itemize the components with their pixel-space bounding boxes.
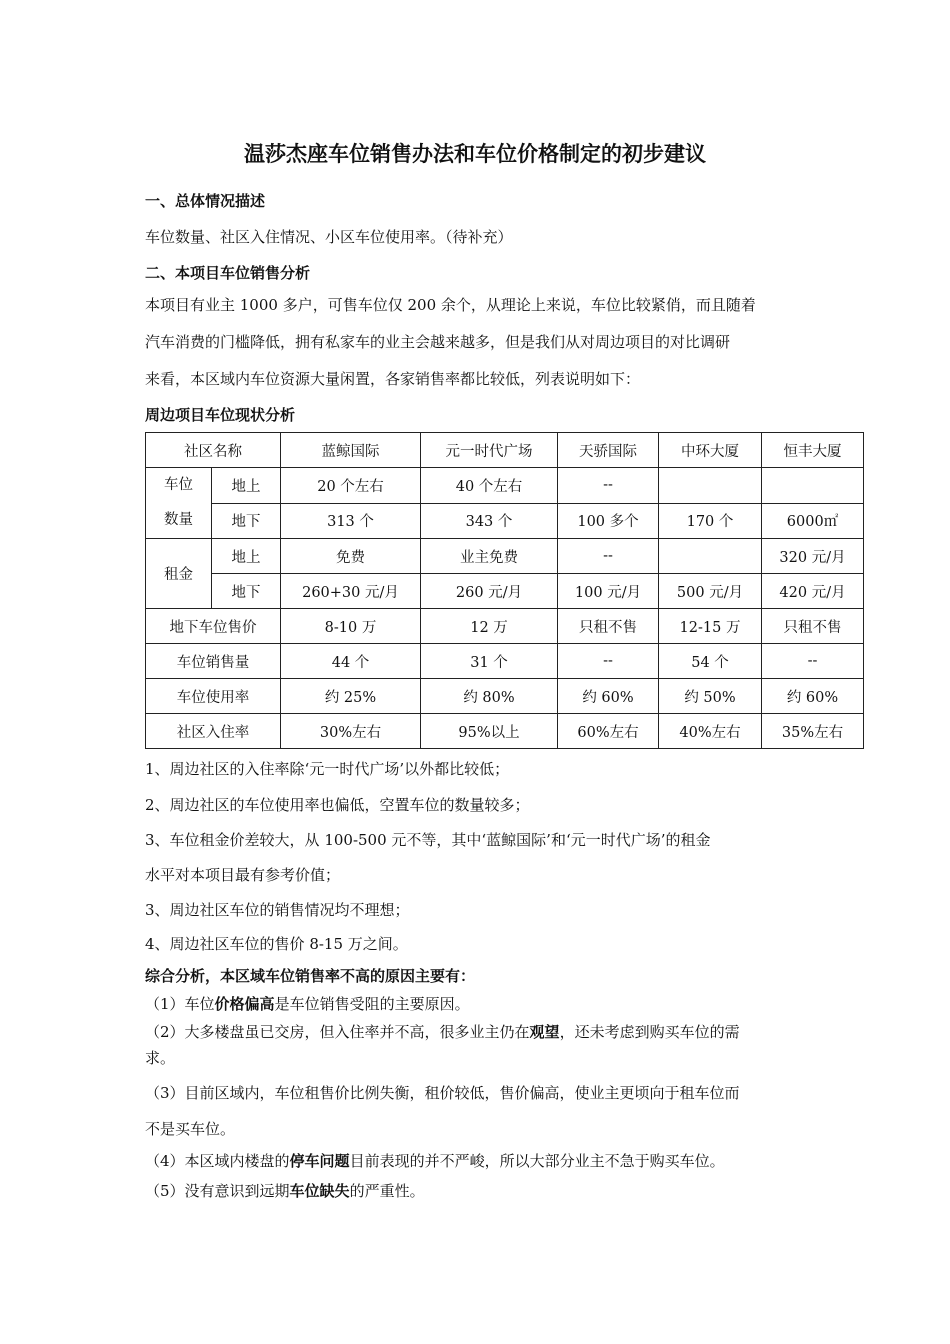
table-row — [146, 468, 864, 504]
table-cell: 40 个左右 — [421, 468, 558, 504]
table-cell: 313 个 — [281, 503, 421, 539]
row-sublabel: 地下 — [212, 574, 281, 609]
table-cell: 95%以上 — [421, 714, 558, 749]
table-cell: 免费 — [281, 539, 421, 574]
table-cell: 只租不售 — [558, 609, 659, 644]
table-row — [146, 574, 864, 609]
table-cell: 260+30 元/月 — [281, 574, 421, 609]
rent-group-label: 租金 — [146, 539, 212, 609]
note-3-cont: 水平对本项目最有参考价值； — [145, 866, 341, 884]
table-cell: -- — [558, 644, 659, 679]
table-row — [146, 503, 864, 539]
table-cell: 6000㎡ — [762, 503, 864, 539]
table-cell: 约 25% — [281, 679, 421, 714]
table-cell: 100 元/月 — [558, 574, 659, 609]
header-cell: 中环大厦 — [659, 433, 762, 468]
reason-3-cont: 不是买车位。 — [145, 1120, 236, 1138]
reason-text: （2）大多楼盘虽已交房，但入住率并不高，很多业主仍在 — [145, 1023, 530, 1041]
note-1: 1、周边社区的入住率除‘元一时代广场’以外都比较低； — [145, 760, 510, 778]
note-4: 3、周边社区车位的销售情况均不理想； — [145, 901, 410, 919]
table-cell: 343 个 — [421, 503, 558, 539]
section2-line-3: 来看，本区域内车位资源大量闲置，各家销售率都比较低，列表说明如下： — [145, 370, 641, 388]
table-cell — [762, 468, 864, 504]
table-cell: 54 个 — [659, 644, 762, 679]
header-cell: 元一时代广场 — [421, 433, 558, 468]
note-5: 4、周边社区车位的售价 8-15 万之间。 — [145, 935, 408, 953]
table-row — [146, 609, 864, 644]
table-row — [146, 679, 864, 714]
table-cell: 44 个 — [281, 644, 421, 679]
table-cell: 60%左右 — [558, 714, 659, 749]
reason-text: （1）车位 — [145, 995, 215, 1013]
reason-1 — [145, 993, 470, 1014]
row-sublabel: 地上 — [212, 468, 281, 504]
table-cell: 只租不售 — [762, 609, 864, 644]
table-cell: 100 多个 — [558, 503, 659, 539]
table-row — [146, 644, 864, 679]
table-cell — [659, 468, 762, 504]
table-cell: 40%左右 — [659, 714, 762, 749]
table-row — [146, 539, 864, 574]
table-cell: 35%左右 — [762, 714, 864, 749]
document-title: 温莎杰座车位销售办法和车位价格制定的初步建议 — [244, 142, 706, 166]
section2-line-2: 汽车消费的门槛降低，拥有私家车的业主会越来越多，但是我们从对周边项目的对比调研 — [145, 333, 731, 351]
table-cell: 业主免费 — [421, 539, 558, 574]
table-header-row — [146, 433, 864, 468]
row-sublabel: 地下 — [212, 503, 281, 539]
table-cell: 约 60% — [558, 679, 659, 714]
table-cell: 约 60% — [762, 679, 864, 714]
table-cell: 30%左右 — [281, 714, 421, 749]
summary-heading: 综合分析，本区域车位销售率不高的原因主要有： — [145, 967, 476, 985]
reason-3: （3）目前区域内，车位租售价比例失衡，租价较低，售价偏高，使业主更顷向于租车位而 — [145, 1084, 740, 1102]
row-label: 车位使用率 — [146, 679, 281, 714]
reason-emphasis: 观望 — [529, 1023, 560, 1041]
section2-heading: 二、本项目车位销售分析 — [145, 264, 311, 282]
reason-4 — [145, 1150, 725, 1171]
table-cell: -- — [558, 468, 659, 504]
spaces-label-1: 车位 — [164, 477, 193, 493]
reason-text: 的严重性。 — [349, 1182, 425, 1200]
reason-text: （5）没有意识到远期 — [145, 1182, 290, 1200]
reason-2-cont: 求。 — [145, 1049, 176, 1067]
row-label: 车位销售量 — [146, 644, 281, 679]
reason-2 — [145, 1021, 740, 1042]
spaces-group-label — [146, 468, 212, 539]
table-cell: 320 元/月 — [762, 539, 864, 574]
reason-emphasis: 停车问题 — [289, 1152, 350, 1170]
table-cell: 20 个左右 — [281, 468, 421, 504]
reason-text: 是车位销售受阻的主要原因。 — [274, 995, 470, 1013]
table-cell: 8-10 万 — [281, 609, 421, 644]
table-cell: 约 50% — [659, 679, 762, 714]
table-cell: -- — [762, 644, 864, 679]
note-2: 2、周边社区的车位使用率也偏低，空置车位的数量较多； — [145, 796, 530, 814]
table-cell: 170 个 — [659, 503, 762, 539]
table-cell: 12-15 万 — [659, 609, 762, 644]
table-row — [146, 714, 864, 749]
table-cell: -- — [558, 539, 659, 574]
spaces-label-2: 数量 — [164, 512, 193, 528]
header-cell: 恒丰大厦 — [762, 433, 864, 468]
section1-heading: 一、总体情况描述 — [145, 192, 266, 210]
table-cell: 500 元/月 — [659, 574, 762, 609]
reason-emphasis: 价格偏高 — [214, 995, 275, 1013]
row-label: 地下车位售价 — [146, 609, 281, 644]
table-cell: 31 个 — [421, 644, 558, 679]
table-cell: 约 80% — [421, 679, 558, 714]
header-cell: 蓝鲸国际 — [281, 433, 421, 468]
table-cell: 420 元/月 — [762, 574, 864, 609]
section2-line-1: 本项目有业主 1000 多户，可售车位仅 200 余个，从理论上来说，车位比较紧俏，而且随着 — [145, 296, 756, 314]
reason-emphasis: 车位缺失 — [289, 1182, 350, 1200]
reason-text: ，还未考虑到购买车位的需 — [559, 1023, 740, 1041]
section1-text: 车位数量、社区入住情况、小区车位使用率。（待补充） — [145, 228, 513, 246]
header-cell: 天骄国际 — [558, 433, 659, 468]
comparison-table — [145, 432, 864, 749]
table-cell: 12 万 — [421, 609, 558, 644]
note-3: 3、车位租金价差较大，从 100-500 元不等，其中‘蓝鲸国际’和‘元一时代广场’的租金 — [145, 831, 711, 849]
reason-text: 目前表现的并不严峻，所以大部分业主不急于购买车位。 — [349, 1152, 725, 1170]
header-cell: 社区名称 — [146, 433, 281, 468]
reason-text: （4）本区域内楼盘的 — [145, 1152, 290, 1170]
table-title: 周边项目车位现状分析 — [145, 406, 296, 424]
row-sublabel: 地上 — [212, 539, 281, 574]
reason-5 — [145, 1180, 425, 1201]
table-cell — [659, 539, 762, 574]
table-cell: 260 元/月 — [421, 574, 558, 609]
row-label: 社区入住率 — [146, 714, 281, 749]
